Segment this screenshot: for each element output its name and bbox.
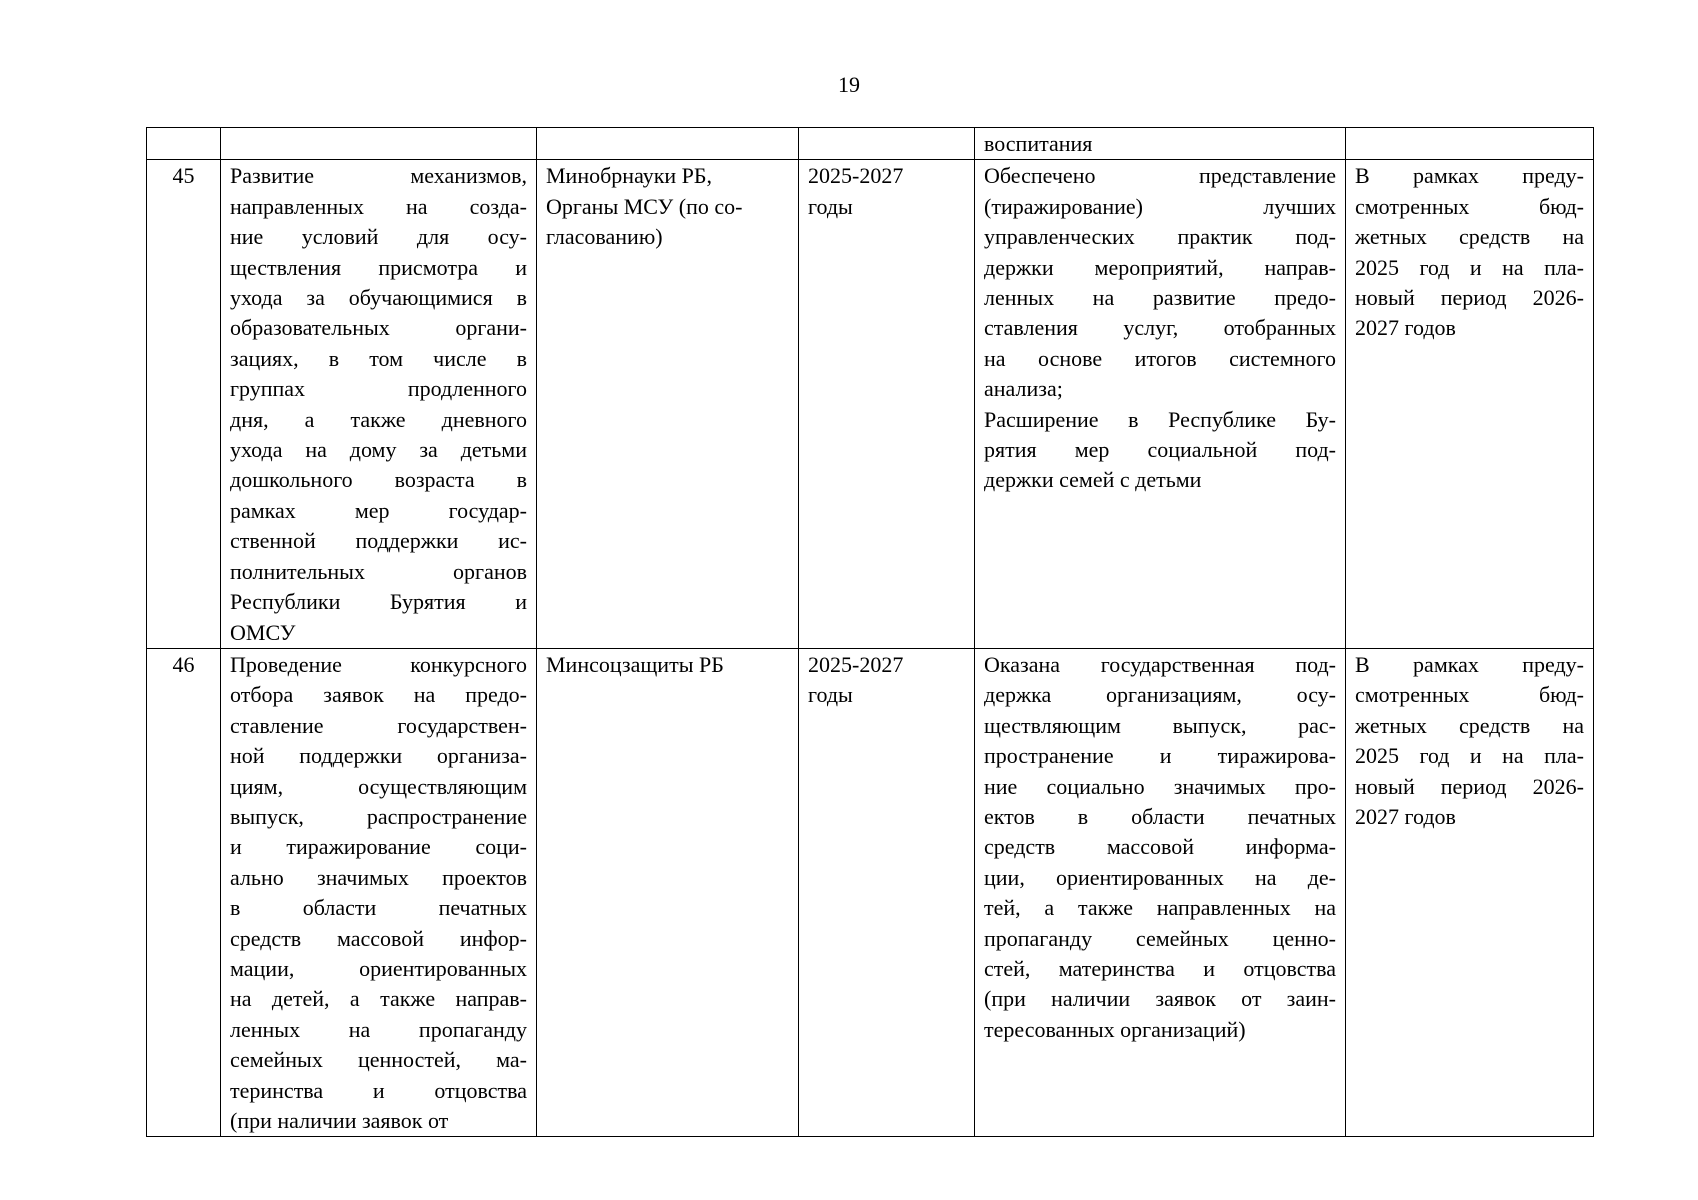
text-line: группах продленного xyxy=(230,376,527,402)
cell-result xyxy=(975,160,1346,649)
text-line: ухода на дому за детьми xyxy=(230,437,527,463)
text-line: рятия мер социальной под- xyxy=(984,437,1336,463)
table-row-continuation xyxy=(147,128,1594,160)
text-line: теринства и отцовства xyxy=(230,1077,527,1103)
text-line: Расширение в Республике Бу- xyxy=(984,406,1336,432)
text-line: (при наличии заявок от заин- xyxy=(984,986,1336,1012)
text-line: ленных на развитие предо- xyxy=(984,285,1336,311)
text-line: стей, материнства и отцовства xyxy=(984,955,1336,981)
text-line: отбора заявок на предо- xyxy=(230,682,527,708)
table-row xyxy=(147,648,1594,1137)
text-line: дошкольного возраста в xyxy=(230,467,527,493)
text-line: пропаганду семейных ценно- xyxy=(984,925,1336,951)
text-line: ние условий для осу- xyxy=(230,224,527,250)
cell-funding xyxy=(1346,128,1594,160)
cell-period xyxy=(799,160,975,649)
cell-number: 46 xyxy=(147,648,221,1137)
text-line: новый период 2026- xyxy=(1355,773,1584,799)
text-line: дня, а также дневного xyxy=(230,406,527,432)
text-line: Минсоцзащиты РБ xyxy=(546,651,724,677)
text-line: 2025-2027 xyxy=(808,163,904,189)
measures-table xyxy=(146,127,1594,1137)
cell-result xyxy=(975,128,1346,160)
text-line: ной поддержки организа- xyxy=(230,743,527,769)
cell-funding xyxy=(1346,648,1594,1137)
text-line: ние социально значимых про- xyxy=(984,773,1336,799)
text-line: на детей, а также направ- xyxy=(230,986,527,1012)
text-line: и тиражирование соци- xyxy=(230,834,527,860)
text-line: средств массовой инфор- xyxy=(230,925,527,951)
text-line: ленных на пропаганду xyxy=(230,1016,527,1042)
text-line: рамках мер государ- xyxy=(230,497,527,523)
text-line: выпуск, распространение xyxy=(230,803,527,829)
text-line: ОМСУ xyxy=(230,619,296,645)
text-line: жетных средств на xyxy=(1355,224,1584,250)
text-line: Развитие механизмов, xyxy=(230,163,527,189)
text-line: держки мероприятий, направ- xyxy=(984,254,1336,280)
text-line: семейных ценностей, ма- xyxy=(230,1047,527,1073)
text-line: Минобрнауки РБ, xyxy=(546,163,713,189)
text-line: на основе итогов системного xyxy=(984,345,1336,371)
cell-result xyxy=(975,648,1346,1137)
text-line: держки семей с детьми xyxy=(984,467,1202,493)
text-line: жетных средств на xyxy=(1355,712,1584,738)
text-line: направленных на созда- xyxy=(230,193,527,219)
text-line: Оказана государственная под- xyxy=(984,651,1336,677)
text-line: ставление государствен- xyxy=(230,712,527,738)
cell-executor xyxy=(537,160,799,649)
text-line: Обеспечено представление xyxy=(984,163,1336,189)
table-row xyxy=(147,160,1594,649)
text-line: тей, а также направленных на xyxy=(984,895,1336,921)
text-line: ставления услуг, отобранных xyxy=(984,315,1336,341)
text-line: В рамках преду- xyxy=(1355,163,1584,189)
text-line: управленческих практик под- xyxy=(984,224,1336,250)
text-line: тересованных организаций) xyxy=(984,1016,1246,1042)
cell-number xyxy=(147,128,221,160)
text-line: гласованию) xyxy=(546,224,663,250)
text-line: мации, ориентированных xyxy=(230,955,527,981)
cell-period xyxy=(799,648,975,1137)
cell-executor xyxy=(537,648,799,1137)
cell-activity xyxy=(221,160,537,649)
text-line: годы xyxy=(808,193,853,219)
text-line: средств массовой информа- xyxy=(984,834,1336,860)
text-line: смотренных бюд- xyxy=(1355,682,1584,708)
cell-number: 45 xyxy=(147,160,221,649)
text-line: годы xyxy=(808,682,853,708)
cell-period xyxy=(799,128,975,160)
text-line: циям, осуществляющим xyxy=(230,773,527,799)
text-line: Проведение конкурсного xyxy=(230,651,527,677)
text-line: 2025 год и на пла- xyxy=(1355,743,1584,769)
text-line: ектов в области печатных xyxy=(984,803,1336,829)
text-line: воспитания xyxy=(984,131,1093,156)
text-line: ухода за обучающимися в xyxy=(230,285,527,311)
text-line: В рамках преду- xyxy=(1355,651,1584,677)
text-line: ществляющим выпуск, рас- xyxy=(984,712,1336,738)
text-line: ально значимых проектов xyxy=(230,864,527,890)
text-line: Органы МСУ (по со- xyxy=(546,193,743,219)
text-line: 2025-2027 xyxy=(808,651,904,677)
text-line: держка организациям, осу- xyxy=(984,682,1336,708)
text-line: ственной поддержки ис- xyxy=(230,528,527,554)
text-line: ществления присмотра и xyxy=(230,254,527,280)
text-line: 2027 годов xyxy=(1355,315,1456,341)
page-number: 19 xyxy=(838,72,860,97)
text-line: новый период 2026- xyxy=(1355,285,1584,311)
cell-executor xyxy=(537,128,799,160)
text-line: полнительных органов xyxy=(230,558,527,584)
text-line: пространение и тиражирова- xyxy=(984,743,1336,769)
text-line: (тиражирование) лучших xyxy=(984,193,1336,219)
text-line: 2025 год и на пла- xyxy=(1355,254,1584,280)
cell-activity xyxy=(221,128,537,160)
text-line: образовательных органи- xyxy=(230,315,527,341)
text-line: ции, ориентированных на де- xyxy=(984,864,1336,890)
text-line: зациях, в том числе в xyxy=(230,345,527,371)
text-line: анализа; xyxy=(984,376,1063,402)
text-line: 2027 годов xyxy=(1355,803,1456,829)
text-line: в области печатных xyxy=(230,895,527,921)
cell-activity xyxy=(221,648,537,1137)
cell-funding xyxy=(1346,160,1594,649)
text-line: Республики Бурятия и xyxy=(230,589,527,615)
text-line: смотренных бюд- xyxy=(1355,193,1584,219)
text-line: (при наличии заявок от xyxy=(230,1108,449,1133)
